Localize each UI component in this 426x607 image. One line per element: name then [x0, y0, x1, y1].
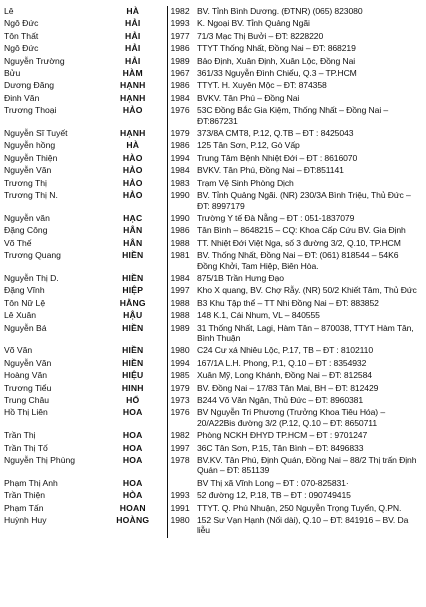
- year-cell: 1979: [167, 383, 194, 395]
- family-name-cell: Nguyễn Thị Phùng: [4, 455, 76, 466]
- table-row: [4, 68, 422, 80]
- table-row: [4, 213, 422, 225]
- table-row: [4, 80, 422, 92]
- given-name-cell: HẠNH: [119, 92, 146, 103]
- address-cell: TTYT Thống Nhất, Đồng Nai – ĐT: 868219: [197, 43, 356, 54]
- address-cell: 52 đường 12, P.18, TB – ĐT : 090749415: [197, 490, 351, 501]
- table-row: [4, 383, 422, 395]
- address-cell: 53C Đồng Bắc Gia Kiệm, Thống Nhất – Đồng Nai – ĐT:867231: [197, 105, 389, 126]
- year-cell: 1994: [167, 358, 194, 370]
- given-name-cell: HOA: [122, 455, 143, 466]
- table-row: [4, 93, 422, 105]
- table-row: [4, 455, 422, 478]
- given-name-cell: HẢO: [122, 105, 143, 116]
- given-name-cell: HIỆU: [122, 370, 144, 381]
- given-name-cell: HẢI: [125, 30, 141, 41]
- address-cell: Trung Tâm Bệnh Nhiệt Đới – ĐT : 8616070: [197, 152, 358, 163]
- table-row: [4, 407, 422, 430]
- table-row: [4, 285, 422, 297]
- address-cell: Xuân Mỹ, Long Khánh, Đồng Nai – ĐT: 812584: [197, 370, 372, 381]
- given-name-cell: HẬU: [123, 310, 143, 321]
- table-row: [4, 18, 422, 30]
- address-cell: Tân Bình – 8648215 – CQ: Khoa Cấp Cứu BV. Gia Định: [197, 225, 406, 236]
- address-cell: BV. Tỉnh Bình Dương. (ĐTNR) (065) 823080: [197, 6, 363, 16]
- family-name-cell: Nguyễn Sĩ Tuyết: [4, 128, 68, 139]
- table-row: [4, 105, 422, 128]
- year-cell: 1997: [167, 443, 194, 455]
- family-name-cell: Trương Thị N.: [4, 190, 58, 201]
- table-row: [4, 358, 422, 370]
- given-name-cell: HINH: [121, 382, 144, 393]
- address-cell: B244 Võ Văn Ngân, Thủ Đức – ĐT: 8960381: [197, 395, 364, 405]
- family-name-cell: Tôn Thất: [4, 30, 39, 41]
- family-name-cell: Bửu: [4, 68, 21, 79]
- family-name-cell: Nguyễn Thiện: [4, 152, 58, 163]
- year-cell: 1978: [167, 455, 194, 478]
- address-cell: BV.KV. Tân Phú, Định Quán, Đồng Nai – 88/2 Thị trấn Định Quán – ĐT: 851139: [197, 455, 417, 476]
- year-cell: 1985: [167, 370, 194, 382]
- address-cell: TTYT. H. Xuyên Mộc – ĐT: 874358: [197, 80, 327, 91]
- given-name-cell: HIỀN: [122, 322, 144, 333]
- family-name-cell: Trương Quang: [4, 250, 61, 261]
- year-cell: 1980: [167, 515, 194, 538]
- family-name-cell: Đặng Công: [4, 225, 48, 236]
- family-name-cell: Đinh Văn: [4, 92, 40, 103]
- given-name-cell: HOA: [122, 442, 143, 453]
- year-cell: [167, 478, 194, 490]
- year-cell: 1993: [167, 18, 194, 30]
- year-cell: 1990: [167, 213, 194, 225]
- address-cell: TTYT. Q. Phú Nhuận, 250 Nguyễn Trọng Tuyển, Q.PN.: [197, 502, 402, 513]
- family-name-cell: Đặng Vĩnh: [4, 285, 45, 296]
- address-cell: TT. Nhiệt Đới Việt Nga, số 3 đường 3/2, Q.10, TP.HCM: [197, 237, 401, 248]
- address-cell: 152 Sư Vạn Hạnh (Nối dài), Q.10 – ĐT: 841916 – BV. Da liễu: [197, 515, 409, 536]
- given-name-cell: HẢI: [125, 18, 141, 29]
- address-cell: Trạm Vệ Sinh Phòng Dịch: [197, 177, 294, 188]
- year-cell: 1986: [167, 43, 194, 55]
- given-name-cell: HOA: [122, 430, 143, 441]
- table-row: [4, 6, 422, 18]
- address-cell: BV Thị xã Vĩnh Long – ĐT : 070-825831·: [197, 477, 349, 488]
- table-row: [4, 345, 422, 357]
- family-name-cell: Phạm Tấn: [4, 502, 44, 513]
- year-cell: 1986: [167, 225, 194, 237]
- year-cell: 1979: [167, 128, 194, 140]
- given-name-cell: HOAN: [119, 502, 146, 513]
- table-row: [4, 43, 422, 55]
- given-name-cell: HẠNH: [119, 128, 146, 139]
- table-row: [4, 430, 422, 442]
- table-row: [4, 128, 422, 140]
- table-row: [4, 503, 422, 515]
- year-cell: 1982: [167, 6, 194, 18]
- family-name-cell: Nguyễn Văn: [4, 357, 52, 368]
- year-cell: 1984: [167, 93, 194, 105]
- address-cell: Bảo Định, Xuân Định, Xuân Lộc, Đồng Nai: [197, 55, 356, 66]
- family-name-cell: Tôn Nữ Lệ: [4, 297, 46, 308]
- year-cell: 1990: [167, 190, 194, 213]
- address-cell: 36C Tân Sơn, P.15, Tân Bình – ĐT: 8496833: [197, 442, 364, 453]
- year-cell: 1988: [167, 238, 194, 250]
- family-name-cell: Trần Thị Tố: [4, 442, 48, 453]
- year-cell: 1991: [167, 503, 194, 515]
- table-row: [4, 395, 422, 407]
- table-row: [4, 190, 422, 213]
- address-cell: BV. Đồng Nai – 17/83 Tân Mai, BH – ĐT: 812429: [197, 382, 379, 393]
- given-name-cell: HIỆP: [122, 285, 144, 296]
- table-row: [4, 478, 422, 490]
- year-cell: 1993: [167, 490, 194, 502]
- given-name-cell: HÂN: [123, 225, 143, 236]
- address-cell: BV. Tỉnh Quảng Ngãi. (NR) 230/3A Bình Triệu, Thủ Đức – ĐT: 8997179: [197, 190, 411, 211]
- address-cell: B3 Khu Tập thể – TT Nhi Đồng Nai – ĐT: 883852: [197, 297, 379, 308]
- given-name-cell: HÀ: [126, 140, 140, 151]
- address-cell: 125 Tân Sơn, P.12, Gò Vấp: [197, 140, 300, 151]
- table-row: [4, 238, 422, 250]
- year-cell: 1967: [167, 68, 194, 80]
- year-cell: 1984: [167, 165, 194, 177]
- family-name-cell: Hồ Thị Liên: [4, 407, 48, 418]
- given-name-cell: HOA: [122, 477, 143, 488]
- address-cell: Kho X quang, BV. Chợ Rẫy. (NR) 50/2 Khiết Tâm, Thủ Đức: [197, 285, 417, 296]
- year-cell: 1984: [167, 273, 194, 285]
- family-name-cell: Võ Văn: [4, 345, 33, 356]
- year-cell: 1986: [167, 80, 194, 92]
- table-row: [4, 56, 422, 68]
- address-cell: 148 K.1, Cái Nhum, VL – 840555: [197, 310, 320, 321]
- year-cell: 1988: [167, 310, 194, 322]
- year-cell: 1977: [167, 31, 194, 43]
- given-name-cell: HIỀN: [122, 345, 144, 356]
- table-row: [4, 298, 422, 310]
- address-cell: 361/33 Nguyễn Đình Chiểu, Q.3 – TP.HCM: [197, 68, 357, 79]
- year-cell: 1994: [167, 153, 194, 165]
- family-name-cell: Trần Thị: [4, 430, 36, 441]
- family-name-cell: Ngô Đức: [4, 18, 39, 29]
- address-cell: K. Ngoại BV. Tỉnh Quảng Ngãi: [197, 18, 310, 29]
- family-name-cell: Dương Đăng: [4, 80, 55, 91]
- table-row: [4, 178, 422, 190]
- given-name-cell: HÒA: [122, 490, 143, 501]
- given-name-cell: HIỀN: [122, 272, 144, 283]
- year-cell: 1989: [167, 323, 194, 346]
- table-row: [4, 515, 422, 538]
- address-cell: C24 Cư xá Nhiêu Lộc, P.17, TB – ĐT : 8102110: [197, 345, 374, 356]
- family-name-cell: Huỳnh Huy: [4, 515, 47, 526]
- given-name-cell: HẢO: [122, 165, 143, 176]
- family-name-cell: Nguyễn hồng: [4, 140, 56, 151]
- table-row: [4, 310, 422, 322]
- given-name-cell: HẰNG: [119, 297, 146, 308]
- family-name-cell: Võ Thế: [4, 237, 32, 248]
- family-name-cell: Lê: [4, 6, 14, 16]
- family-name-cell: Nguyễn văn: [4, 212, 50, 223]
- directory-table: [4, 6, 422, 538]
- address-cell: BV. Thống Nhất, Đồng Nai – ĐT: (061) 818544 – 54K6 Đồng Khởi, Tam Hiệp, Biên Hòa.: [197, 250, 399, 271]
- given-name-cell: HẠNH: [119, 80, 146, 91]
- address-cell: BVKV. Tân Phú, Đồng Nai – ĐT:851141: [197, 165, 344, 176]
- given-name-cell: HỔ: [126, 395, 140, 405]
- year-cell: 1989: [167, 56, 194, 68]
- address-cell: BVKV. Tân Phú – Đồng Nai: [197, 92, 300, 103]
- family-name-cell: Nguyễn Bá: [4, 322, 47, 333]
- given-name-cell: HOA: [122, 407, 143, 418]
- address-cell: 373/8A CMT8, P.12, Q.TB – ĐT : 8425043: [197, 128, 354, 139]
- family-name-cell: Nguyễn Văn: [4, 165, 52, 176]
- address-cell: 31 Thống Nhất, Lagi, Hàm Tân – 870038, TTYT Hàm Tân, Bình Thuận: [197, 322, 414, 343]
- family-name-cell: Nguyễn Trường: [4, 55, 65, 66]
- family-name-cell: Trần Thiện: [4, 490, 46, 501]
- year-cell: 1980: [167, 345, 194, 357]
- given-name-cell: HÂN: [123, 237, 143, 248]
- family-name-cell: Trương Thoại: [4, 105, 57, 116]
- address-cell: Phòng NCKH ĐHYD TP.HCM – ĐT : 9701247: [197, 430, 368, 441]
- address-cell: Trường Y tế Đà Nẵng – ĐT : 051-1837079: [197, 212, 355, 223]
- family-name-cell: Ngô Đức: [4, 43, 39, 54]
- year-cell: 1983: [167, 178, 194, 190]
- table-row: [4, 443, 422, 455]
- table-row: [4, 31, 422, 43]
- family-name-cell: Lê Xuân: [4, 310, 37, 321]
- year-cell: 1997: [167, 285, 194, 297]
- address-cell: 875/1B Trần Hưng Đạo: [197, 272, 284, 283]
- year-cell: 1976: [167, 105, 194, 128]
- table-row: [4, 273, 422, 285]
- family-name-cell: Hoàng Văn: [4, 370, 48, 381]
- table-row: [4, 250, 422, 273]
- address-cell: 71/3 Mạc Thị Bưởi – ĐT: 8228220: [197, 30, 324, 41]
- table-row: [4, 165, 422, 177]
- given-name-cell: HÀO: [122, 152, 143, 163]
- given-name-cell: HÀ: [126, 6, 140, 16]
- address-cell: BV Nguyễn Tri Phương (Trưởng Khoa Tiêu Hóa) – 20/A22Bis đường 3/2 (P.12, Q.10 – ĐT: 8650711: [197, 407, 386, 428]
- table-row: [4, 323, 422, 346]
- year-cell: 1982: [167, 430, 194, 442]
- year-cell: 1973: [167, 395, 194, 407]
- family-name-cell: Nguyễn Thị D.: [4, 272, 59, 283]
- table-row: [4, 490, 422, 502]
- table-row: [4, 153, 422, 165]
- year-cell: 1976: [167, 407, 194, 430]
- given-name-cell: HIỀN: [122, 357, 144, 368]
- year-cell: 1986: [167, 140, 194, 152]
- family-name-cell: Trung Châu: [4, 395, 50, 405]
- given-name-cell: HIỀN: [122, 250, 144, 261]
- directory-rows: [4, 6, 422, 538]
- given-name-cell: HẢI: [125, 55, 141, 66]
- year-cell: 1981: [167, 250, 194, 273]
- given-name-cell: HẢI: [125, 43, 141, 54]
- given-name-cell: HẠC: [123, 212, 143, 223]
- family-name-cell: Trương Tiểu: [4, 382, 52, 393]
- given-name-cell: HOÀNG: [116, 515, 150, 526]
- family-name-cell: Phạm Thị Anh: [4, 477, 58, 488]
- given-name-cell: HẢO: [122, 177, 143, 188]
- address-cell: 167/1A L.H. Phong, P.1, Q.10 – ĐT : 8354932: [197, 357, 367, 368]
- table-row: [4, 225, 422, 237]
- year-cell: 1988: [167, 298, 194, 310]
- family-name-cell: Trương Thị: [4, 177, 47, 188]
- given-name-cell: HẢO: [122, 190, 143, 201]
- table-row: [4, 370, 422, 382]
- table-row: [4, 140, 422, 152]
- given-name-cell: HÀM: [122, 68, 143, 79]
